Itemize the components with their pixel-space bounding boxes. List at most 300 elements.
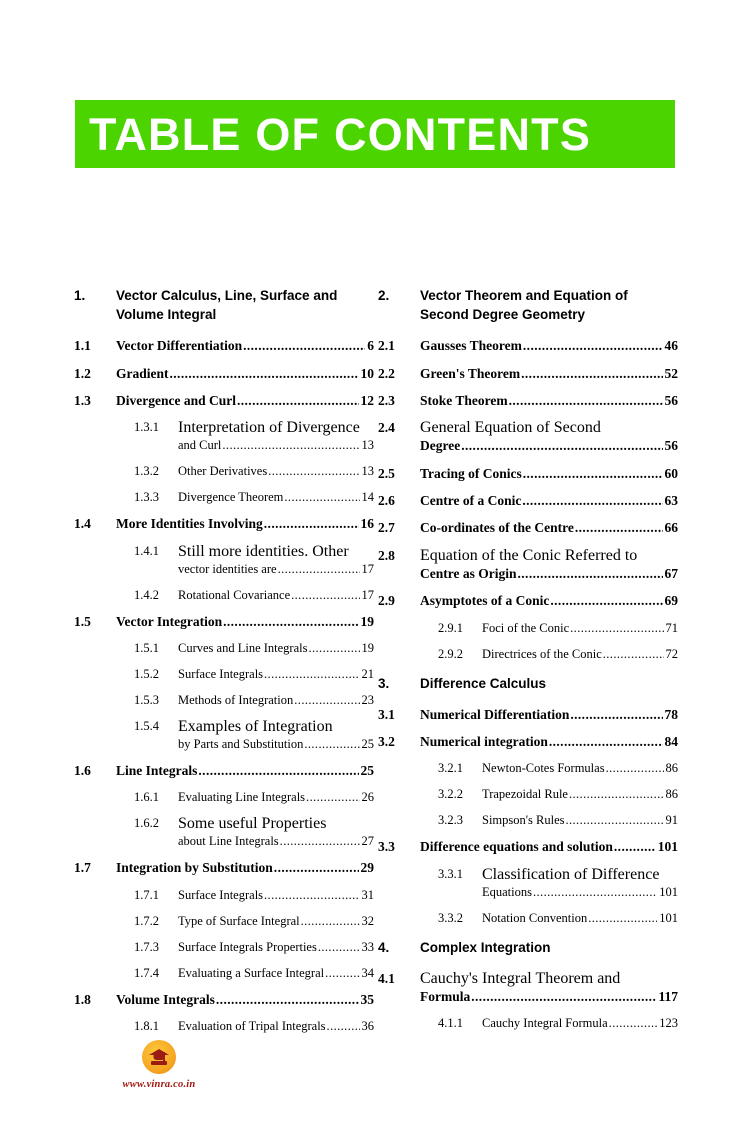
leader-dots — [264, 515, 359, 533]
page-number: 36 — [361, 1019, 374, 1034]
entry-number: 2.9.1 — [438, 620, 463, 635]
entry-title: Green's Theorem — [420, 365, 521, 381]
entry-line — [420, 838, 678, 856]
entry-number: 1.8.1 — [134, 1019, 159, 1034]
leader-dots — [222, 437, 359, 454]
entry-body — [116, 991, 374, 1009]
toc-entry[interactable] — [378, 519, 678, 537]
entry-line — [178, 692, 374, 709]
toc-subentry[interactable] — [134, 463, 374, 480]
entry-number: 1.7.1 — [134, 887, 159, 902]
entry-number: 1.7.4 — [134, 965, 159, 980]
page-number: 91 — [665, 813, 678, 828]
toc-entry[interactable] — [378, 419, 678, 455]
toc-subentry[interactable] — [134, 692, 374, 709]
page-number: 35 — [360, 991, 374, 1007]
entry-line — [420, 337, 678, 355]
page-number: 69 — [664, 593, 678, 609]
page-number: 27 — [361, 834, 374, 849]
entry-number: 2.7 — [378, 520, 395, 536]
toc-subentry[interactable] — [134, 419, 374, 454]
entry-title: Type of Surface Integral — [178, 913, 300, 928]
page-number: 72 — [665, 646, 678, 661]
leader-dots — [533, 884, 657, 901]
entry-number: 3.1 — [378, 706, 395, 722]
entry-body — [482, 1015, 678, 1032]
entry-number: 1.4.1 — [134, 543, 159, 558]
entry-title-line1: Still more identities. Other — [178, 542, 349, 560]
entry-line — [178, 913, 374, 930]
toc-entry[interactable] — [378, 733, 678, 751]
toc-entry[interactable] — [74, 613, 374, 631]
entry-number: 1.7 — [74, 860, 91, 876]
entry-title: Asymptotes of a Conic — [420, 593, 550, 609]
toc-entry[interactable] — [378, 365, 678, 383]
entry-body — [178, 587, 374, 604]
leader-dots — [549, 733, 663, 751]
entry-title: Methods of Integration — [178, 693, 294, 708]
leader-dots — [216, 991, 359, 1009]
entry-title: by Parts and Substitution — [178, 737, 304, 752]
toc-entry[interactable] — [378, 547, 678, 583]
leader-dots — [243, 337, 365, 355]
entry-body — [178, 640, 374, 657]
entry-title: Gausses Theorem — [420, 338, 522, 354]
toc-subentry[interactable] — [134, 939, 374, 956]
toc-subentry[interactable] — [134, 489, 374, 506]
entry-body — [178, 543, 374, 578]
leader-dots — [522, 492, 662, 510]
entry-title: Co-ordinates of the Centre — [420, 520, 574, 536]
entry-number: 1.3 — [74, 393, 91, 409]
leader-dots — [565, 812, 663, 829]
leader-dots — [471, 988, 656, 1006]
entry-number: 3.2.2 — [438, 787, 463, 802]
entry-body — [420, 419, 678, 455]
toc-entry[interactable] — [378, 706, 678, 724]
entry-title: Evaluation of Tripal Integrals — [178, 1019, 326, 1034]
page-number: 26 — [361, 790, 374, 805]
entry-title: More Identities Involving — [116, 516, 263, 532]
toc-subentry[interactable] — [134, 718, 374, 753]
page-number: 13 — [361, 464, 374, 479]
website-url: www.vinra.co.in — [122, 1079, 196, 1090]
page-number: 101 — [657, 839, 678, 855]
chapter-heading[interactable] — [378, 286, 678, 324]
entry-body — [178, 692, 374, 709]
entry-line — [420, 519, 678, 537]
entry-title: Curves and Line Integrals — [178, 641, 308, 656]
entry-title: Surface Integrals — [178, 667, 264, 682]
entry-number: 1.1 — [74, 338, 91, 354]
leader-dots — [614, 838, 656, 856]
toc-entry[interactable] — [74, 762, 374, 780]
toc-subentry[interactable] — [134, 543, 374, 578]
entry-body — [178, 463, 374, 480]
leader-dots — [264, 887, 359, 904]
leader-dots — [301, 913, 360, 930]
entry-number: 1.5 — [74, 613, 91, 629]
toc-subentry[interactable] — [134, 640, 374, 657]
entry-title: Newton-Cotes Formulas — [482, 761, 605, 776]
entry-number: 1.3.1 — [134, 420, 159, 435]
entry-line — [420, 492, 678, 510]
page-number: 86 — [665, 787, 678, 802]
toc-entry[interactable] — [74, 337, 374, 355]
entry-title: Stoke Theorem — [420, 393, 508, 409]
page-number: 63 — [664, 493, 678, 509]
entry-body — [420, 392, 678, 410]
toc-entry[interactable] — [74, 515, 374, 533]
entry-line — [420, 465, 678, 483]
entry-title: Integration by Substitution — [116, 860, 273, 876]
entry-number: 2.9 — [378, 593, 395, 609]
entry-title: Vector Differentiation — [116, 338, 243, 354]
entry-number: 2.4 — [378, 420, 395, 436]
footer-branding — [104, 1040, 214, 1090]
toc-subentry[interactable] — [438, 620, 678, 637]
entry-line — [420, 365, 678, 383]
chapter-number: 4. — [378, 939, 390, 955]
entry-title: Simpson's Rules — [482, 813, 565, 828]
entry-body — [116, 613, 374, 631]
entry-number: 1.6 — [74, 763, 91, 779]
entry-line — [178, 736, 374, 753]
entry-title: Evaluating Line Integrals — [178, 790, 306, 805]
entry-number: 1.3.2 — [134, 464, 159, 479]
entry-line — [116, 515, 374, 533]
toc-subentry[interactable] — [134, 1018, 374, 1035]
entry-line — [116, 859, 374, 877]
entry-title: Trapezoidal Rule — [482, 787, 568, 802]
entry-body — [178, 913, 374, 930]
entry-body — [420, 838, 678, 856]
entry-line — [482, 884, 678, 901]
toc-subentry[interactable] — [438, 812, 678, 829]
entry-line — [420, 733, 678, 751]
entry-body — [482, 910, 678, 927]
page-number: 66 — [664, 520, 678, 536]
entry-body — [420, 492, 678, 510]
toc-subentry[interactable] — [134, 666, 374, 683]
cap-tassel — [163, 1052, 165, 1061]
page-number: 23 — [361, 693, 374, 708]
leader-dots — [308, 640, 359, 657]
leader-dots — [570, 706, 662, 724]
entry-line — [116, 762, 374, 780]
entry-number: 1.4.2 — [134, 587, 159, 602]
leader-dots — [327, 1018, 360, 1035]
entry-number: 3.2 — [378, 734, 395, 750]
toc-entry[interactable] — [378, 592, 678, 610]
entry-number: 2.2 — [378, 365, 395, 381]
leader-dots — [318, 939, 360, 956]
entry-title: Other Derivatives — [178, 464, 268, 479]
entry-line — [178, 640, 374, 657]
entry-number: 1.5.4 — [134, 719, 159, 734]
entry-body — [178, 887, 374, 904]
entry-title: Numerical Differentiation — [420, 706, 570, 722]
page-number: 101 — [659, 884, 678, 899]
entry-body — [116, 859, 374, 877]
toc-subentry[interactable] — [438, 910, 678, 927]
entry-title: vector identities are — [178, 561, 277, 576]
entry-number: 1.2 — [74, 365, 91, 381]
entry-body — [178, 815, 374, 850]
page-number: 25 — [361, 737, 374, 752]
leader-dots — [291, 587, 359, 604]
entry-body — [420, 592, 678, 610]
page-number: 19 — [361, 641, 374, 656]
leader-dots — [606, 760, 664, 777]
entry-body — [178, 489, 374, 506]
entry-number: 3.3.2 — [438, 910, 463, 925]
entry-line — [116, 613, 374, 631]
entry-title: Foci of the Conic — [482, 620, 570, 635]
entry-number: 3.3.1 — [438, 866, 463, 881]
entry-line — [420, 592, 678, 610]
page-number: 86 — [665, 761, 678, 776]
page-number: 34 — [361, 965, 374, 980]
entry-number: 1.8 — [74, 991, 91, 1007]
entry-title: Directrices of the Conic — [482, 646, 602, 661]
toc-entry[interactable] — [74, 859, 374, 877]
toc-column-left — [74, 286, 374, 1044]
entry-line — [482, 620, 678, 637]
entry-number: 3.3 — [378, 839, 395, 855]
entry-body — [178, 1018, 374, 1035]
leader-dots — [280, 833, 360, 850]
entry-line — [178, 463, 374, 480]
leader-dots — [588, 910, 657, 927]
toc-entry[interactable] — [378, 970, 678, 1006]
chapter-number: 1. — [74, 288, 86, 303]
entry-title: Notation Convention — [482, 910, 588, 925]
leader-dots — [570, 620, 663, 637]
entry-title: Volume Integrals — [116, 991, 215, 1007]
page-number: 101 — [659, 910, 678, 925]
entry-body — [420, 465, 678, 483]
page-number: 21 — [361, 667, 374, 682]
page-number: 33 — [361, 939, 374, 954]
page-number: 117 — [658, 988, 678, 1004]
leader-dots — [609, 1015, 658, 1032]
leader-dots — [461, 437, 662, 455]
entry-body — [420, 547, 678, 583]
entry-line — [482, 646, 678, 663]
leader-dots — [170, 365, 359, 383]
toc-subentry[interactable] — [134, 913, 374, 930]
entry-title: Gradient — [116, 365, 169, 381]
page-number: 16 — [360, 516, 374, 532]
entry-body — [116, 392, 374, 410]
entry-title-line1: Interpretation of Divergence — [178, 419, 360, 437]
toc-subentry[interactable] — [438, 760, 678, 777]
entry-body — [420, 733, 678, 751]
leader-dots — [223, 613, 358, 631]
leader-dots — [306, 789, 359, 806]
chapter-title: Vector Calculus, Line, Surface and Volume Integral — [116, 288, 338, 323]
toc-subentry[interactable] — [134, 587, 374, 604]
entry-line — [420, 437, 678, 455]
entry-body — [420, 706, 678, 724]
page-number: 60 — [664, 465, 678, 481]
page-number: 17 — [361, 561, 374, 576]
entry-number: 2.3 — [378, 393, 395, 409]
leader-dots — [278, 561, 360, 578]
page-number: 13 — [361, 438, 374, 453]
entry-number: 2.8 — [378, 547, 395, 563]
leader-dots — [325, 965, 359, 982]
table-of-contents-banner — [75, 100, 675, 168]
entry-title-line1: General Equation of Second — [420, 419, 601, 437]
page-number: 10 — [360, 365, 374, 381]
entry-title: Difference equations and solution — [420, 839, 613, 855]
entry-line — [482, 1015, 678, 1032]
entry-title: Degree — [420, 438, 461, 454]
toc-entry[interactable] — [74, 392, 374, 410]
entry-title: Cauchy Integral Formula — [482, 1016, 608, 1031]
entry-line — [116, 392, 374, 410]
leader-dots — [304, 736, 359, 753]
chapter-heading[interactable] — [74, 286, 374, 324]
graduation-cap-logo-icon — [142, 1040, 176, 1074]
entry-body — [420, 519, 678, 537]
entry-number: 2.1 — [378, 338, 395, 354]
entry-number: 1.7.3 — [134, 939, 159, 954]
entry-number: 2.9.2 — [438, 646, 463, 661]
entry-line — [482, 760, 678, 777]
chapter-title: Vector Theorem and Equation of Second Degree Geometry — [420, 288, 628, 323]
toc-entry[interactable] — [378, 465, 678, 483]
toc-subentry[interactable] — [438, 1015, 678, 1032]
entry-number: 1.6.2 — [134, 816, 159, 831]
toc-entry[interactable] — [74, 991, 374, 1009]
page-number: 52 — [664, 365, 678, 381]
entry-body — [116, 515, 374, 533]
leader-dots — [237, 392, 359, 410]
entry-number: 3.2.1 — [438, 761, 463, 776]
page-title: TABLE OF CONTENTS — [89, 108, 592, 160]
leader-dots — [575, 519, 663, 537]
entry-line — [420, 988, 678, 1006]
entry-title-line1: Some useful Properties — [178, 815, 327, 833]
toc-entry[interactable] — [378, 337, 678, 355]
page-number: 46 — [664, 338, 678, 354]
entry-title: Rotational Covariance — [178, 587, 291, 602]
chapter-heading[interactable] — [378, 938, 678, 957]
entry-line — [178, 561, 374, 578]
page-number: 6 — [367, 338, 374, 354]
entry-line — [116, 337, 374, 355]
entry-line — [178, 437, 374, 454]
toc-entry[interactable] — [378, 492, 678, 510]
entry-body — [178, 666, 374, 683]
entry-body — [178, 789, 374, 806]
leader-dots — [569, 786, 664, 803]
entry-line — [482, 786, 678, 803]
entry-body — [420, 365, 678, 383]
page-number: 17 — [361, 587, 374, 602]
toc-subentry[interactable] — [438, 646, 678, 663]
chapter-title: Complex Integration — [420, 939, 551, 955]
entry-number: 1.5.3 — [134, 693, 159, 708]
entry-line — [420, 706, 678, 724]
leader-dots — [198, 762, 358, 780]
entry-line — [178, 833, 374, 850]
page-number: 31 — [361, 887, 374, 902]
toc-subentry[interactable] — [134, 815, 374, 850]
entry-line — [178, 939, 374, 956]
entry-body — [116, 762, 374, 780]
toc-entry[interactable] — [378, 838, 678, 856]
entry-title-line1: Equation of the Conic Referred to — [420, 546, 638, 564]
toc-subentry[interactable] — [438, 786, 678, 803]
entry-body — [482, 620, 678, 637]
entry-number: 1.4 — [74, 516, 91, 532]
toc-entry[interactable] — [378, 392, 678, 410]
leader-dots — [518, 565, 663, 583]
leader-dots — [284, 489, 359, 506]
leader-dots — [268, 463, 359, 480]
page-number: 14 — [361, 490, 374, 505]
page-number: 78 — [664, 706, 678, 722]
leader-dots — [603, 646, 664, 663]
toc-subentry[interactable] — [134, 887, 374, 904]
chapter-number: 3. — [378, 675, 390, 691]
toc-column-right — [378, 286, 678, 1041]
chapter-title: Difference Calculus — [420, 675, 547, 691]
entry-line — [178, 965, 374, 982]
page-number: 67 — [664, 565, 678, 581]
entry-title: Line Integrals — [116, 763, 198, 779]
toc-subentry[interactable] — [438, 866, 678, 901]
chapter-number: 2. — [378, 288, 390, 303]
entry-line — [178, 666, 374, 683]
entry-line — [482, 812, 678, 829]
entry-line — [178, 587, 374, 604]
entry-number: 3.2.3 — [438, 813, 463, 828]
page-number: 56 — [664, 393, 678, 409]
entry-title: Surface Integrals Properties — [178, 939, 317, 954]
entry-number: 1.5.1 — [134, 641, 159, 656]
page-number: 19 — [360, 613, 374, 629]
toc-entry[interactable] — [74, 365, 374, 383]
entry-title: Divergence Theorem — [178, 490, 284, 505]
page-number: 29 — [360, 860, 374, 876]
entry-title-line1: Examples of Integration — [178, 718, 333, 736]
entry-line — [178, 789, 374, 806]
toc-subentry[interactable] — [134, 965, 374, 982]
entry-number: 2.5 — [378, 465, 395, 481]
leader-dots — [523, 465, 663, 483]
chapter-heading[interactable] — [378, 674, 678, 693]
entry-number: 2.6 — [378, 493, 395, 509]
entry-number: 1.6.1 — [134, 790, 159, 805]
entry-title: about Line Integrals — [178, 834, 279, 849]
entry-title: Divergence and Curl — [116, 393, 236, 409]
toc-subentry[interactable] — [134, 789, 374, 806]
entry-body — [178, 965, 374, 982]
entry-body — [482, 760, 678, 777]
page-number: 12 — [360, 393, 374, 409]
page-number: 32 — [361, 913, 374, 928]
entry-body — [178, 939, 374, 956]
entry-title: Numerical integration — [420, 734, 548, 750]
leader-dots — [509, 392, 663, 410]
entry-body — [482, 812, 678, 829]
entry-line — [482, 910, 678, 927]
